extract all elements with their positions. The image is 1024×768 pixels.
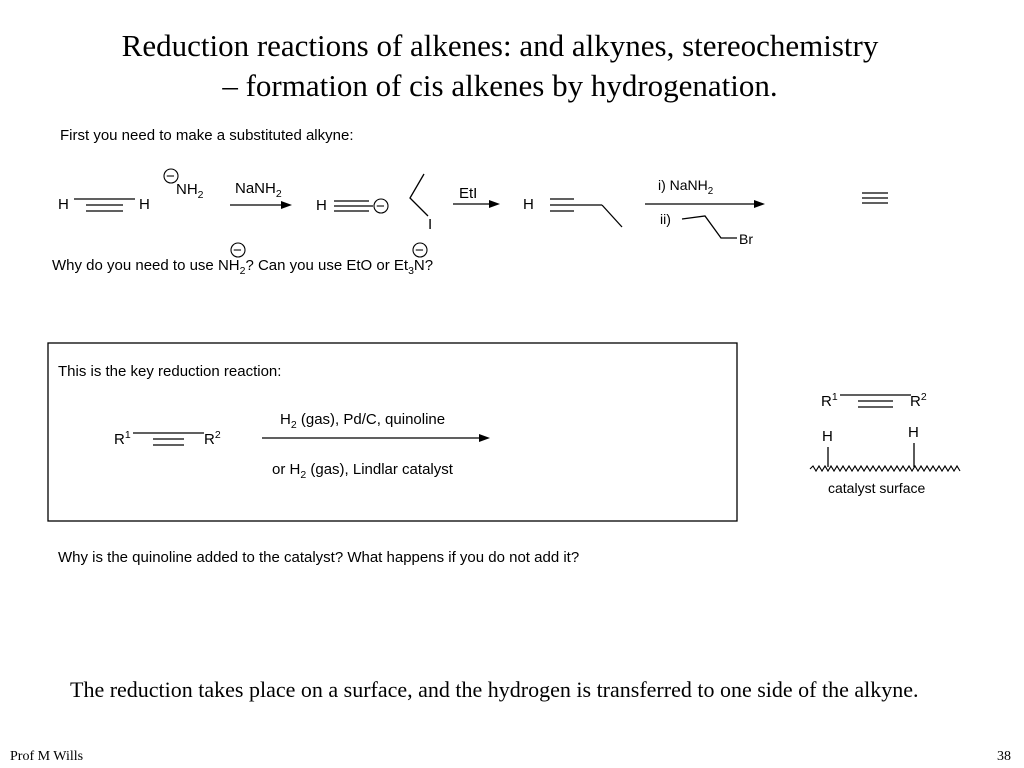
- question-reagent-choice: Why do you need to use $NH_2$? Can you use EtO or $Et_3N$?: [52, 257, 434, 277]
- amide-anion-label: $NH_2$: [176, 181, 204, 201]
- acetylene-h-right: H: [139, 196, 150, 213]
- product-triple-bond: [862, 193, 888, 203]
- acetylide-h: H: [316, 197, 327, 214]
- iodide-label: I: [428, 216, 433, 233]
- reaction-arrow-3: [645, 200, 765, 208]
- surface-h-right: H: [908, 424, 919, 441]
- surface-r1-label: $R^1$: [821, 391, 838, 410]
- acetylene-triple-bond: [74, 199, 135, 211]
- section-heading-substituted-alkyne: First you need to make a substituted alkyne:: [60, 127, 354, 144]
- reagent-step-ii: ii): [660, 211, 671, 227]
- title-line-2: – formation of cis alkenes by hydrogenation.: [222, 68, 778, 103]
- butyne-bonds: [550, 199, 622, 227]
- catalyst-surface-label: catalyst surface: [828, 480, 926, 496]
- charge-minus-1: −: [166, 168, 175, 185]
- question-minus-1: −: [233, 242, 242, 259]
- charge-minus-2: −: [376, 198, 385, 215]
- surface-h-left: H: [822, 428, 833, 445]
- ethyl-iodide-bonds: [410, 174, 428, 216]
- condition-lindlar: or $H_2$ (gas), Lindlar catalyst: [272, 461, 453, 481]
- box-heading: This is the key reduction reaction:: [58, 363, 282, 380]
- acetylene-h-left: H: [58, 196, 69, 213]
- reagent-step-i: i) NaNH$_2$: [658, 177, 714, 197]
- reaction-arrow-1: [230, 201, 292, 209]
- butyne-h: H: [523, 196, 534, 213]
- title-line-1: Reduction reactions of alkenes: and alkynes, stereochemistry: [121, 28, 879, 63]
- slide-number: 38: [997, 749, 1011, 764]
- acetylide-triple-bond: [334, 201, 373, 211]
- surface-r2-label: $R^2$: [910, 391, 927, 410]
- reagent-nanh2: NaNH$_2$: [235, 180, 282, 200]
- footer-author: Prof M Wills: [10, 749, 84, 764]
- box-alkyne-bonds: [133, 433, 204, 445]
- bromoethane-bonds: [682, 216, 737, 238]
- surface-explanation: The reduction takes place on a surface, and the hydrogen is transferred to one side of the alkyne.: [70, 677, 919, 702]
- box-r1-label: $R^1$: [114, 429, 131, 448]
- box-r2-label: $R^2$: [204, 429, 221, 448]
- surface-h-bonds: [828, 443, 914, 467]
- catalyst-surface-line: [810, 466, 960, 471]
- reagent-eti: EtI: [459, 185, 478, 202]
- question-quinoline: Why is the quinoline added to the catalyst? What happens if you do not add it?: [58, 549, 580, 566]
- surface-alkyne-bonds: [840, 395, 911, 407]
- condition-pd-quinoline: $H_2$ (gas), Pd/C, quinoline: [280, 411, 446, 431]
- reduction-arrow: [262, 434, 490, 442]
- question-minus-2: −: [415, 242, 424, 259]
- bromide-label: Br: [739, 231, 753, 247]
